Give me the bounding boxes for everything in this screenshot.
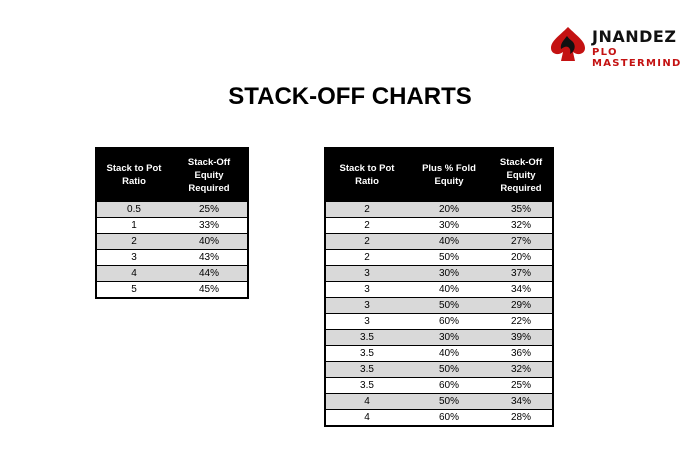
table-row bbox=[325, 218, 553, 234]
table-cell: 60% bbox=[408, 410, 490, 427]
table-row bbox=[96, 234, 248, 250]
table-cell: 27% bbox=[490, 234, 553, 250]
table-row bbox=[325, 314, 553, 330]
table-cell: 60% bbox=[408, 314, 490, 330]
table-cell: 43% bbox=[171, 250, 248, 266]
brand-logo bbox=[548, 22, 698, 69]
table-cell: 29% bbox=[490, 298, 553, 314]
stack-off-table bbox=[95, 147, 249, 299]
table-cell: 3 bbox=[325, 282, 408, 298]
table-row bbox=[325, 346, 553, 362]
table-cell: 1 bbox=[96, 218, 171, 234]
table-cell: 34% bbox=[490, 282, 553, 298]
table-cell: 37% bbox=[490, 266, 553, 282]
table-header-row bbox=[325, 148, 553, 202]
table-row bbox=[325, 362, 553, 378]
brand-tagline: PLO MASTERMIND bbox=[592, 47, 682, 69]
table-cell: 32% bbox=[490, 218, 553, 234]
table-cell: 3 bbox=[325, 266, 408, 282]
table-row bbox=[325, 410, 553, 427]
table-cell: 3.5 bbox=[325, 330, 408, 346]
table-cell: 20% bbox=[408, 202, 490, 218]
table-cell: 44% bbox=[171, 266, 248, 282]
table-cell: 20% bbox=[490, 250, 553, 266]
table-row bbox=[325, 250, 553, 266]
table-cell: 32% bbox=[490, 362, 553, 378]
table-cell: 50% bbox=[408, 394, 490, 410]
table-cell: 40% bbox=[408, 346, 490, 362]
column-header: Stack to Pot Ratio bbox=[96, 148, 171, 202]
fold-equity-table bbox=[324, 147, 554, 427]
table-cell: 40% bbox=[171, 234, 248, 250]
table-row bbox=[96, 266, 248, 282]
table-cell: 25% bbox=[171, 202, 248, 218]
table-cell: 2 bbox=[325, 218, 408, 234]
table-row bbox=[325, 266, 553, 282]
table-cell: 3 bbox=[325, 298, 408, 314]
table-cell: 3 bbox=[325, 314, 408, 330]
table-cell: 50% bbox=[408, 298, 490, 314]
table-cell: 3.5 bbox=[325, 362, 408, 378]
column-header: Plus % Fold Equity bbox=[408, 148, 490, 202]
table-cell: 50% bbox=[408, 362, 490, 378]
table-row bbox=[325, 202, 553, 218]
table-cell: 2 bbox=[325, 202, 408, 218]
column-header: Stack to Pot Ratio bbox=[325, 148, 408, 202]
table-row bbox=[96, 250, 248, 266]
page-title: STACK-OFF CHARTS bbox=[228, 83, 472, 110]
table-cell: 30% bbox=[408, 330, 490, 346]
table-cell: 36% bbox=[490, 346, 553, 362]
table-cell: 0.5 bbox=[96, 202, 171, 218]
table-cell: 34% bbox=[490, 394, 553, 410]
table-cell: 45% bbox=[171, 282, 248, 299]
brand-name: JNANDEZ bbox=[592, 27, 677, 46]
table-row bbox=[325, 394, 553, 410]
table-header-row bbox=[96, 148, 248, 202]
table-cell: 4 bbox=[325, 394, 408, 410]
table-row bbox=[325, 298, 553, 314]
column-header: Stack-Off Equity Required bbox=[171, 148, 248, 202]
table-cell: 3.5 bbox=[325, 346, 408, 362]
table-cell: 60% bbox=[408, 378, 490, 394]
table-cell: 2 bbox=[96, 234, 171, 250]
table-cell: 3 bbox=[96, 250, 171, 266]
table-row bbox=[96, 282, 248, 299]
table-row bbox=[325, 282, 553, 298]
table-cell: 2 bbox=[325, 250, 408, 266]
table-row bbox=[96, 202, 248, 218]
table-cell: 40% bbox=[408, 282, 490, 298]
table-cell: 30% bbox=[408, 266, 490, 282]
table-cell: 3.5 bbox=[325, 378, 408, 394]
table-cell: 4 bbox=[325, 410, 408, 427]
table-cell: 35% bbox=[490, 202, 553, 218]
table-cell: 40% bbox=[408, 234, 490, 250]
table-row bbox=[325, 378, 553, 394]
table-row bbox=[325, 234, 553, 250]
table-cell: 50% bbox=[408, 250, 490, 266]
table-cell: 25% bbox=[490, 378, 553, 394]
table-row bbox=[96, 218, 248, 234]
table-cell: 39% bbox=[490, 330, 553, 346]
table-cell: 5 bbox=[96, 282, 171, 299]
table-cell: 4 bbox=[96, 266, 171, 282]
table-cell: 22% bbox=[490, 314, 553, 330]
table-cell: 30% bbox=[408, 218, 490, 234]
table-row bbox=[325, 330, 553, 346]
table-cell: 2 bbox=[325, 234, 408, 250]
spade-logo-icon bbox=[548, 24, 588, 64]
table-cell: 33% bbox=[171, 218, 248, 234]
table-cell: 28% bbox=[490, 410, 553, 427]
column-header: Stack-Off Equity Required bbox=[490, 148, 553, 202]
